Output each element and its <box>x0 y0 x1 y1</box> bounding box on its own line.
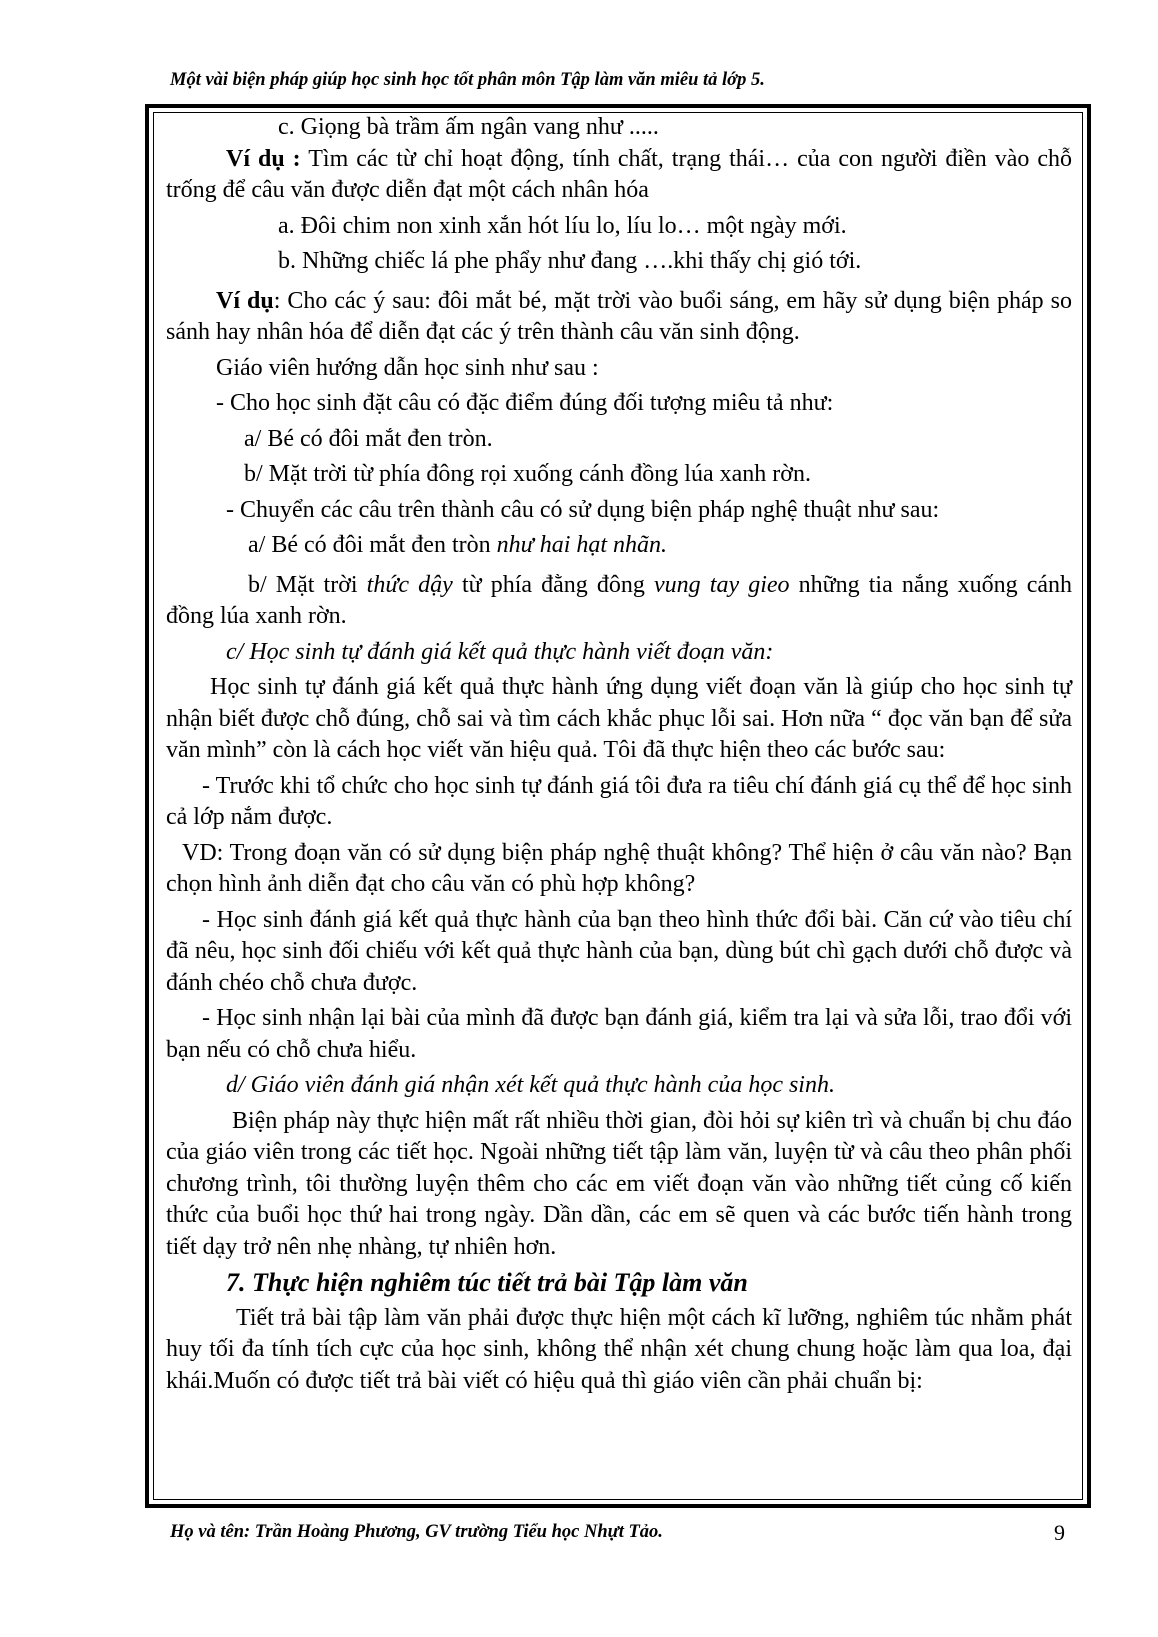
sentence-b2-part2: từ phía đằng đông <box>452 571 655 598</box>
sentence-b1: b/ Mặt trời từ phía đông rọi xuống cánh đồng lúa xanh rờn. <box>244 461 811 487</box>
section-7-heading: 7. Thực hiện nghiêm túc tiết trả bài Tập làm văn <box>226 1268 748 1297</box>
sentence-b2-italic2: vung tay gieo <box>654 571 790 598</box>
sentence-b2-part3: những tia nắng xuống cánh đồng lúa xanh rờn. <box>166 571 1073 629</box>
item-c: c. Giọng bà trầm ấm ngân vang như ..... <box>278 114 659 140</box>
section-c-paragraph: Học sinh tự đánh giá kết quả thực hành ứng dụng viết đoạn văn là giúp cho học sinh tự nhận biết được chỗ đúng, chỗ sai và tìm cách khắc phục lỗi sai. Hơn nữa “ đọc văn bạn để sửa văn mình” còn là cách học viết văn hiệu quả. Tôi đã thực hiện theo các bước sau: <box>166 674 1072 763</box>
example-vd: VD: Trong đoạn văn có sử dụng biện pháp nghệ thuật không? Thể hiện ở câu văn nào? Bạn chọn hình ảnh diễn đạt cho câu văn có phù hợp không? <box>166 839 1072 897</box>
sentence-b2-part1: b/ Mặt trời <box>248 571 367 598</box>
sentence-a2-plain: a/ Bé có đôi mắt đen tròn <box>248 532 497 558</box>
instruction-1: - Cho học sinh đặt câu có đặc điểm đúng đối tượng miêu tả như: <box>216 390 834 416</box>
example-2 <box>166 286 1072 349</box>
page-footer: Họ và tên: Trần Hoàng Phương, GV trường Tiểu học Nhựt Tảo. <box>170 1522 663 1542</box>
sentence-a1: a/ Bé có đôi mắt đen tròn. <box>244 425 493 452</box>
example-2-label: Ví dụ <box>216 287 274 314</box>
step-3: - Học sinh nhận lại bài của mình đã được bạn đánh giá, kiểm tra lại và sửa lỗi, trao đổi với bạn nếu có chỗ chưa hiểu. <box>166 1005 1072 1063</box>
section-7-paragraph: Tiết trả bài tập làm văn phải được thực hiện một cách kĩ lưỡng, nghiêm túc nhằm phát huy tối đa tính tích cực của học sinh, không thể nhận xét chung chung hoặc làm qua loa, đại khái.Muốn có được tiết trả bài viết có hiệu quả thì giáo viên cần phải chuẩn bị: <box>166 1304 1072 1394</box>
page-number: 9 <box>1054 1520 1065 1545</box>
example-1-text: Tìm các từ chỉ hoạt động, tính chất, trạng thái… của con người điền vào chỗ trống để câu văn được diễn đạt một cách nhân hóa <box>166 145 1072 203</box>
step-2: - Học sinh đánh giá kết quả thực hành của bạn theo hình thức đổi bài. Căn cứ vào tiêu chí đã nêu, học sinh đối chiếu với kết quả thực hành của bạn, dùng bút chì gạch dưới chỗ được và đánh chéo chỗ chưa được. <box>166 906 1072 996</box>
sentence-a2-italic: như hai hạt nhãn. <box>496 532 668 558</box>
example-1-b: b. Những chiếc lá phe phẩy như đang ….khi thấy chị gió tới. <box>278 248 862 274</box>
body-content <box>166 112 1072 1397</box>
teacher-guide: Giáo viên hướng dẫn học sinh như sau : <box>216 354 599 381</box>
sentence-b2-italic1: thức dậy <box>366 571 453 598</box>
section-c-heading: c/ Học sinh tự đánh giá kết quả thực hành viết đoạn văn: <box>226 638 774 665</box>
page-header: Một vài biện pháp giúp học sinh học tốt phân môn Tập làm văn miêu tả lớp 5. <box>170 70 765 90</box>
instruction-2: - Chuyển các câu trên thành câu có sử dụng biện pháp nghệ thuật như sau: <box>226 496 940 523</box>
sentence-b2 <box>166 570 1072 633</box>
section-d-heading: d/ Giáo viên đánh giá nhận xét kết quả thực hành của học sinh. <box>226 1072 835 1098</box>
sentence-a2 <box>166 530 1072 562</box>
section-d-paragraph: Biện pháp này thực hiện mất rất nhiều thời gian, đòi hỏi sự kiên trì và chuẩn bị chu đáo của giáo viên trong các tiết học. Ngoài những tiết tập làm văn, luyện từ và câu theo phân phối chương trình, tôi thường luyện thêm cho các em viết đoạn văn vào những tiết củng cố kiến thức của buổi học thứ hai trong ngày. Dần dần, các em sẽ quen và các bước tiến hành trong tiết dạy trở nên nhẹ nhàng, tự nhiên hơn. <box>166 1107 1072 1260</box>
step-1: - Trước khi tổ chức cho học sinh tự đánh giá tôi đưa ra tiêu chí đánh giá cụ thể để học sinh cả lớp nắm được. <box>166 772 1072 830</box>
example-1 <box>166 144 1072 207</box>
example-2-text: : Cho các ý sau: đôi mắt bé, mặt trời vào buổi sáng, em hãy sử dụng biện pháp so sánh hay nhân hóa để diễn đạt các ý trên thành câu văn sinh động. <box>166 287 1072 345</box>
example-1-a: a. Đôi chim non xinh xắn hót líu lo, líu lo… một ngày mới. <box>278 212 847 239</box>
example-1-label: Ví dụ : <box>226 145 301 172</box>
